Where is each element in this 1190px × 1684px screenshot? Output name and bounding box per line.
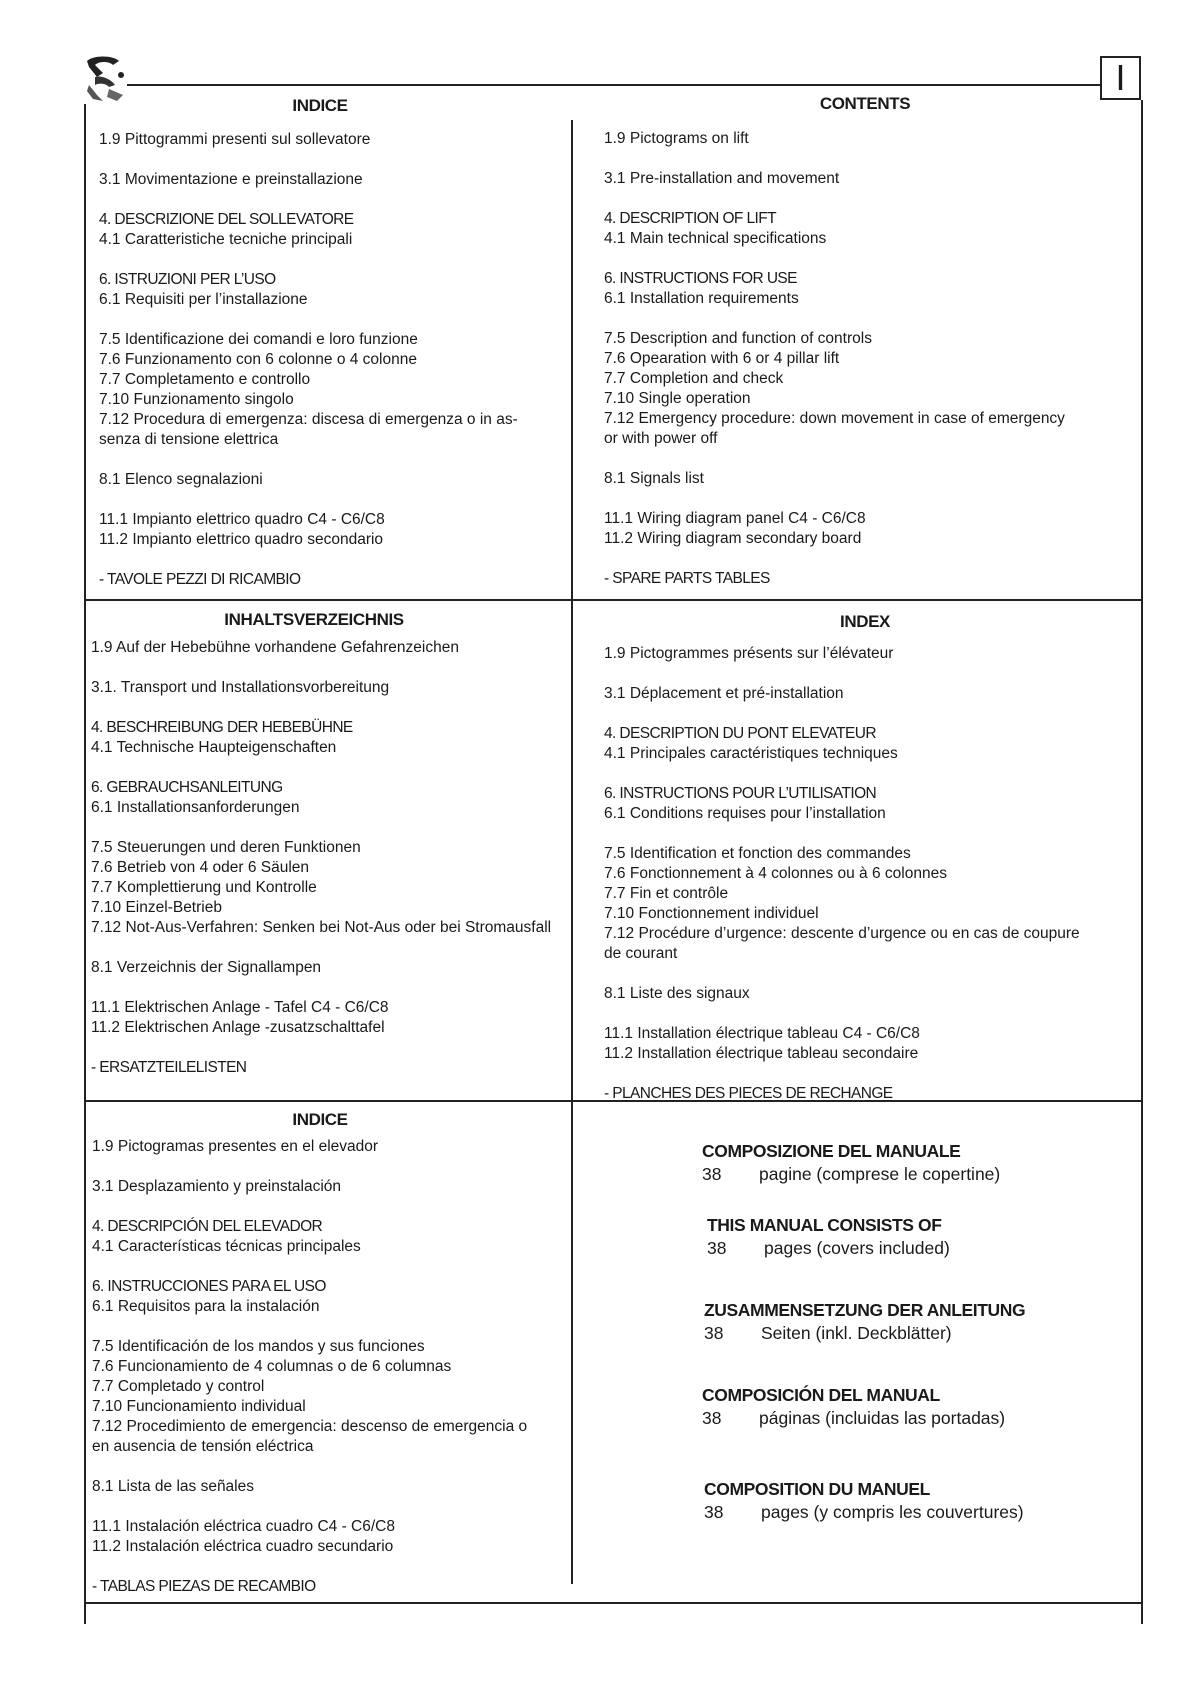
toc-entry: 6.1 Requisitos para la instalación: [92, 1298, 320, 1315]
toc-entry: 1.9 Auf der Hebebühne vorhandene Gefahrenzeichen: [91, 639, 459, 656]
toc-entry: 4.1 Caratteristiche tecniche principali: [99, 231, 353, 248]
toc-entry: 3.1 Pre-installation and movement: [604, 170, 840, 187]
toc-entry: senza di tensione elettrica: [99, 431, 279, 448]
toc-entry: 3.1 Movimentazione e preinstallazione: [99, 171, 363, 188]
toc-entry: 7.12 Procedimiento de emergencia: descenso de emergencia o: [92, 1418, 528, 1435]
toc-entry: 4. DESCRIZIONE DEL SOLLEVATORE: [99, 211, 354, 228]
composition-pages: [702, 1164, 1000, 1187]
toc-entry: 7.10 Funcionamiento individual: [92, 1398, 306, 1415]
frame-bottom-border: [84, 1602, 1143, 1604]
page-count: 38: [702, 1164, 722, 1184]
toc-spacer: [604, 704, 1080, 724]
composition-entry: [704, 1300, 1025, 1346]
toc-entry: 7.5 Identification et fonction des commandes: [604, 845, 911, 862]
toc-entry: 11.2 Wiring diagram secondary board: [604, 530, 862, 547]
toc-spacer: [92, 1257, 527, 1277]
toc-entry: 7.7 Fin et contrôle: [604, 885, 729, 902]
toc-spacer: [604, 189, 1065, 209]
toc-spacer: [604, 764, 1080, 784]
toc-spacer: [99, 190, 518, 210]
toc-entry: 7.6 Fonctionnement à 4 colonnes ou à 6 colonnes: [604, 865, 947, 882]
toc-entry: 7.10 Fonctionnement individuel: [604, 905, 819, 922]
composition-title: COMPOSITION DU MANUEL: [704, 1479, 930, 1499]
toc-entry: 7.10 Einzel-Betrieb: [91, 899, 222, 916]
toc-entry: 8.1 Liste des signaux: [604, 985, 750, 1002]
toc-entry: 6. INSTRUCTIONS FOR USE: [604, 270, 797, 287]
toc-spacer: [99, 550, 518, 570]
toc-entry: 6. GEBRAUCHSANLEITUNG: [91, 779, 283, 796]
toc-entry: 4.1 Características técnicas principales: [92, 1238, 361, 1255]
toc-entry: 3.1 Desplazamiento y preinstalación: [92, 1178, 341, 1195]
toc-entry: 7.5 Description and function of controls: [604, 330, 872, 347]
toc-entry: 4.1 Technische Haupteigenschaften: [91, 739, 337, 756]
toc-entry: 7.6 Betrieb von 4 oder 6 Säulen: [91, 859, 310, 876]
toc-entry: 7.12 Procédure d’urgence: descente d’urgence ou en cas de coupure: [604, 925, 1080, 942]
toc-list-de: [91, 638, 551, 1078]
toc-entry: 3.1 Déplacement et pré-installation: [604, 685, 844, 702]
toc-entry: 1.9 Pictograms on lift: [604, 130, 749, 147]
toc-spacer: [91, 698, 551, 718]
toc-entry: 11.1 Instalación eléctrica cuadro C4 - C6/C8: [92, 1518, 395, 1535]
composition-title: ZUSAMMENSETZUNG DER ANLEITUNG: [704, 1300, 1026, 1320]
toc-entry: 7.6 Funzionamento con 6 colonne o 4 colonne: [99, 351, 417, 368]
toc-entry: 1.9 Pictogrammes présents sur l’élévateur: [604, 645, 894, 662]
toc-entry: 7.7 Completamento e controllo: [99, 371, 311, 388]
composition-pages: [704, 1502, 1024, 1525]
toc-spacer: [91, 938, 551, 958]
toc-entry: 7.7 Completion and check: [604, 370, 784, 387]
toc-entry: 7.5 Identificazione dei comandi e loro funzione: [99, 331, 418, 348]
toc-entry: - TABLAS PIEZAS DE RECAMBIO: [92, 1578, 316, 1595]
toc-entry: 4. DESCRIPTION OF LIFT: [604, 210, 776, 227]
toc-entry: en ausencia de tensión eléctrica: [92, 1438, 314, 1455]
toc-spacer: [604, 309, 1065, 329]
toc-spacer: [91, 978, 551, 998]
toc-spacer: [91, 818, 551, 838]
toc-entry: 11.2 Instalación eléctrica cuadro secundario: [92, 1538, 394, 1555]
toc-list-fr: [604, 644, 1080, 1104]
toc-entry: 4. DESCRIPCIÓN DEL ELEVADOR: [92, 1218, 323, 1235]
header-rule: [127, 84, 1100, 86]
toc-spacer: [604, 249, 1065, 269]
toc-spacer: [99, 490, 518, 510]
toc-entry: 7.6 Opearation with 6 or 4 pillar lift: [604, 350, 840, 367]
composition-pages: [707, 1238, 950, 1261]
composition-entry: [707, 1215, 950, 1261]
toc-spacer: [99, 150, 518, 170]
toc-entry: 7.12 Emergency procedure: down movement in case of emergency: [604, 410, 1065, 427]
brand-logo-icon: [83, 55, 127, 103]
toc-entry: or with power off: [604, 430, 718, 447]
toc-entry: 6. INSTRUCTIONS POUR L’UTILISATION: [604, 785, 877, 802]
composition-title: COMPOSICIÓN DEL MANUAL: [702, 1385, 940, 1405]
toc-spacer: [604, 664, 1080, 684]
page-count: 38: [704, 1323, 724, 1343]
toc-entry: 1.9 Pictogramas presentes en el elevador: [92, 1138, 379, 1155]
frame-left-border: [84, 104, 86, 1624]
toc-entry: - SPARE PARTS TABLES: [604, 570, 770, 587]
toc-spacer: [604, 489, 1065, 509]
toc-entry: 8.1 Verzeichnis der Signallampen: [91, 959, 322, 976]
toc-entry: 6.1 Installationsanforderungen: [91, 799, 300, 816]
composition-pages: [704, 1323, 1025, 1346]
section-heading-fr: INDEX: [840, 612, 890, 631]
page-count-text: pages (y compris les couvertures): [761, 1502, 1024, 1522]
toc-entry: - TAVOLE PEZZI DI RICAMBIO: [99, 571, 301, 588]
toc-spacer: [92, 1317, 527, 1337]
page-count: 38: [702, 1408, 722, 1428]
toc-entry: 7.6 Funcionamiento de 4 columnas o de 6 columnas: [92, 1358, 452, 1375]
toc-entry: 6. ISTRUZIONI PER L’USO: [99, 271, 276, 288]
toc-entry: 7.12 Procedura di emergenza: discesa di emergenza o in as-: [99, 411, 518, 428]
toc-spacer: [604, 449, 1065, 469]
toc-spacer: [99, 450, 518, 470]
toc-spacer: [92, 1157, 527, 1177]
section-heading-it: INDICE: [292, 96, 348, 115]
toc-spacer: [99, 310, 518, 330]
toc-entry: 11.1 Wiring diagram panel C4 - C6/C8: [604, 510, 866, 527]
frame-right-border: [1141, 100, 1143, 1624]
toc-entry: - PLANCHES DES PIECES DE RECHANGE: [604, 1085, 893, 1102]
toc-entry: 7.7 Komplettierung und Kontrolle: [91, 879, 317, 896]
toc-entry: 4.1 Principales caractéristiques techniques: [604, 745, 898, 762]
composition-pages: [702, 1408, 1005, 1431]
composition-entry: [702, 1385, 1005, 1431]
toc-entry: 11.1 Impianto elettrico quadro C4 - C6/C8: [99, 511, 385, 528]
toc-spacer: [92, 1197, 527, 1217]
toc-entry: 4. BESCHREIBUNG DER HEBEBÜHNE: [91, 719, 353, 736]
toc-entry: - ERSATZTEILELISTEN: [91, 1059, 247, 1076]
toc-entry: 6.1 Requisiti per l’installazione: [99, 291, 308, 308]
toc-entry: 11.2 Impianto elettrico quadro secondario: [99, 531, 384, 548]
page-count-text: pages (covers included): [764, 1238, 950, 1258]
toc-entry: 11.2 Installation électrique tableau secondaire: [604, 1045, 919, 1062]
composition-title: THIS MANUAL CONSISTS OF: [707, 1215, 942, 1235]
toc-entry: 4.1 Main technical specifications: [604, 230, 827, 247]
toc-list-it: [99, 130, 518, 590]
toc-spacer: [92, 1497, 527, 1517]
toc-spacer: [604, 1004, 1080, 1024]
toc-spacer: [99, 250, 518, 270]
toc-spacer: [604, 549, 1065, 569]
toc-entry: 7.7 Completado y control: [92, 1378, 265, 1395]
toc-entry: 8.1 Elenco segnalazioni: [99, 471, 263, 488]
composition-entry: [702, 1141, 1000, 1187]
toc-entry: de courant: [604, 945, 678, 962]
toc-entry: 7.10 Single operation: [604, 390, 751, 407]
page-marker: I: [1100, 56, 1141, 100]
page-count-text: pagine (comprese le copertine): [759, 1164, 1001, 1184]
toc-entry: 11.2 Elektrischen Anlage -zusatzschalttafel: [91, 1019, 385, 1036]
toc-entry: 6. INSTRUCCIONES PARA EL USO: [92, 1278, 326, 1295]
toc-entry: 8.1 Signals list: [604, 470, 704, 487]
toc-entry: 7.5 Steuerungen und deren Funktionen: [91, 839, 361, 856]
toc-entry: 8.1 Lista de las señales: [92, 1478, 254, 1495]
composition-title: COMPOSIZIONE DEL MANUALE: [702, 1141, 961, 1161]
toc-list-en: [604, 129, 1065, 589]
page-count-text: páginas (incluidas las portadas): [759, 1408, 1006, 1428]
toc-entry: 11.1 Installation électrique tableau C4 - C6/C8: [604, 1025, 920, 1042]
toc-entry: 3.1. Transport und Installationsvorbereitung: [91, 679, 390, 696]
toc-entry: 6.1 Conditions requises pour l’installation: [604, 805, 886, 822]
section-heading-de: INHALTSVERZEICHNIS: [224, 610, 404, 629]
page-count: 38: [707, 1238, 727, 1258]
page-count-text: Seiten (inkl. Deckblätter): [761, 1323, 952, 1343]
toc-list-es: [92, 1137, 527, 1597]
column-divider: [571, 120, 573, 1584]
toc-entry: 7.10 Funzionamento singolo: [99, 391, 294, 408]
toc-spacer: [92, 1557, 527, 1577]
toc-entry: 1.9 Pittogrammi presenti sul sollevatore: [99, 131, 371, 148]
toc-entry: 6.1 Installation requirements: [604, 290, 799, 307]
section-heading-es: INDICE: [292, 1110, 348, 1129]
page-count: 38: [704, 1502, 724, 1522]
row-divider-1: [84, 599, 1143, 601]
toc-entry: 4. DESCRIPTION DU PONT ELEVATEUR: [604, 725, 876, 742]
toc-spacer: [604, 824, 1080, 844]
toc-spacer: [604, 964, 1080, 984]
toc-spacer: [91, 1038, 551, 1058]
toc-entry: 7.12 Not-Aus-Verfahren: Senken bei Not-Aus oder bei Stromausfall: [91, 919, 552, 936]
section-heading-en: CONTENTS: [819, 94, 911, 113]
composition-entry: [704, 1479, 1024, 1525]
toc-entry: 11.1 Elektrischen Anlage - Tafel C4 - C6/C8: [91, 999, 389, 1016]
toc-spacer: [91, 658, 551, 678]
toc-spacer: [604, 1064, 1080, 1084]
toc-entry: 7.5 Identificación de los mandos y sus funciones: [92, 1338, 425, 1355]
toc-spacer: [604, 149, 1065, 169]
toc-spacer: [92, 1457, 527, 1477]
toc-spacer: [91, 758, 551, 778]
